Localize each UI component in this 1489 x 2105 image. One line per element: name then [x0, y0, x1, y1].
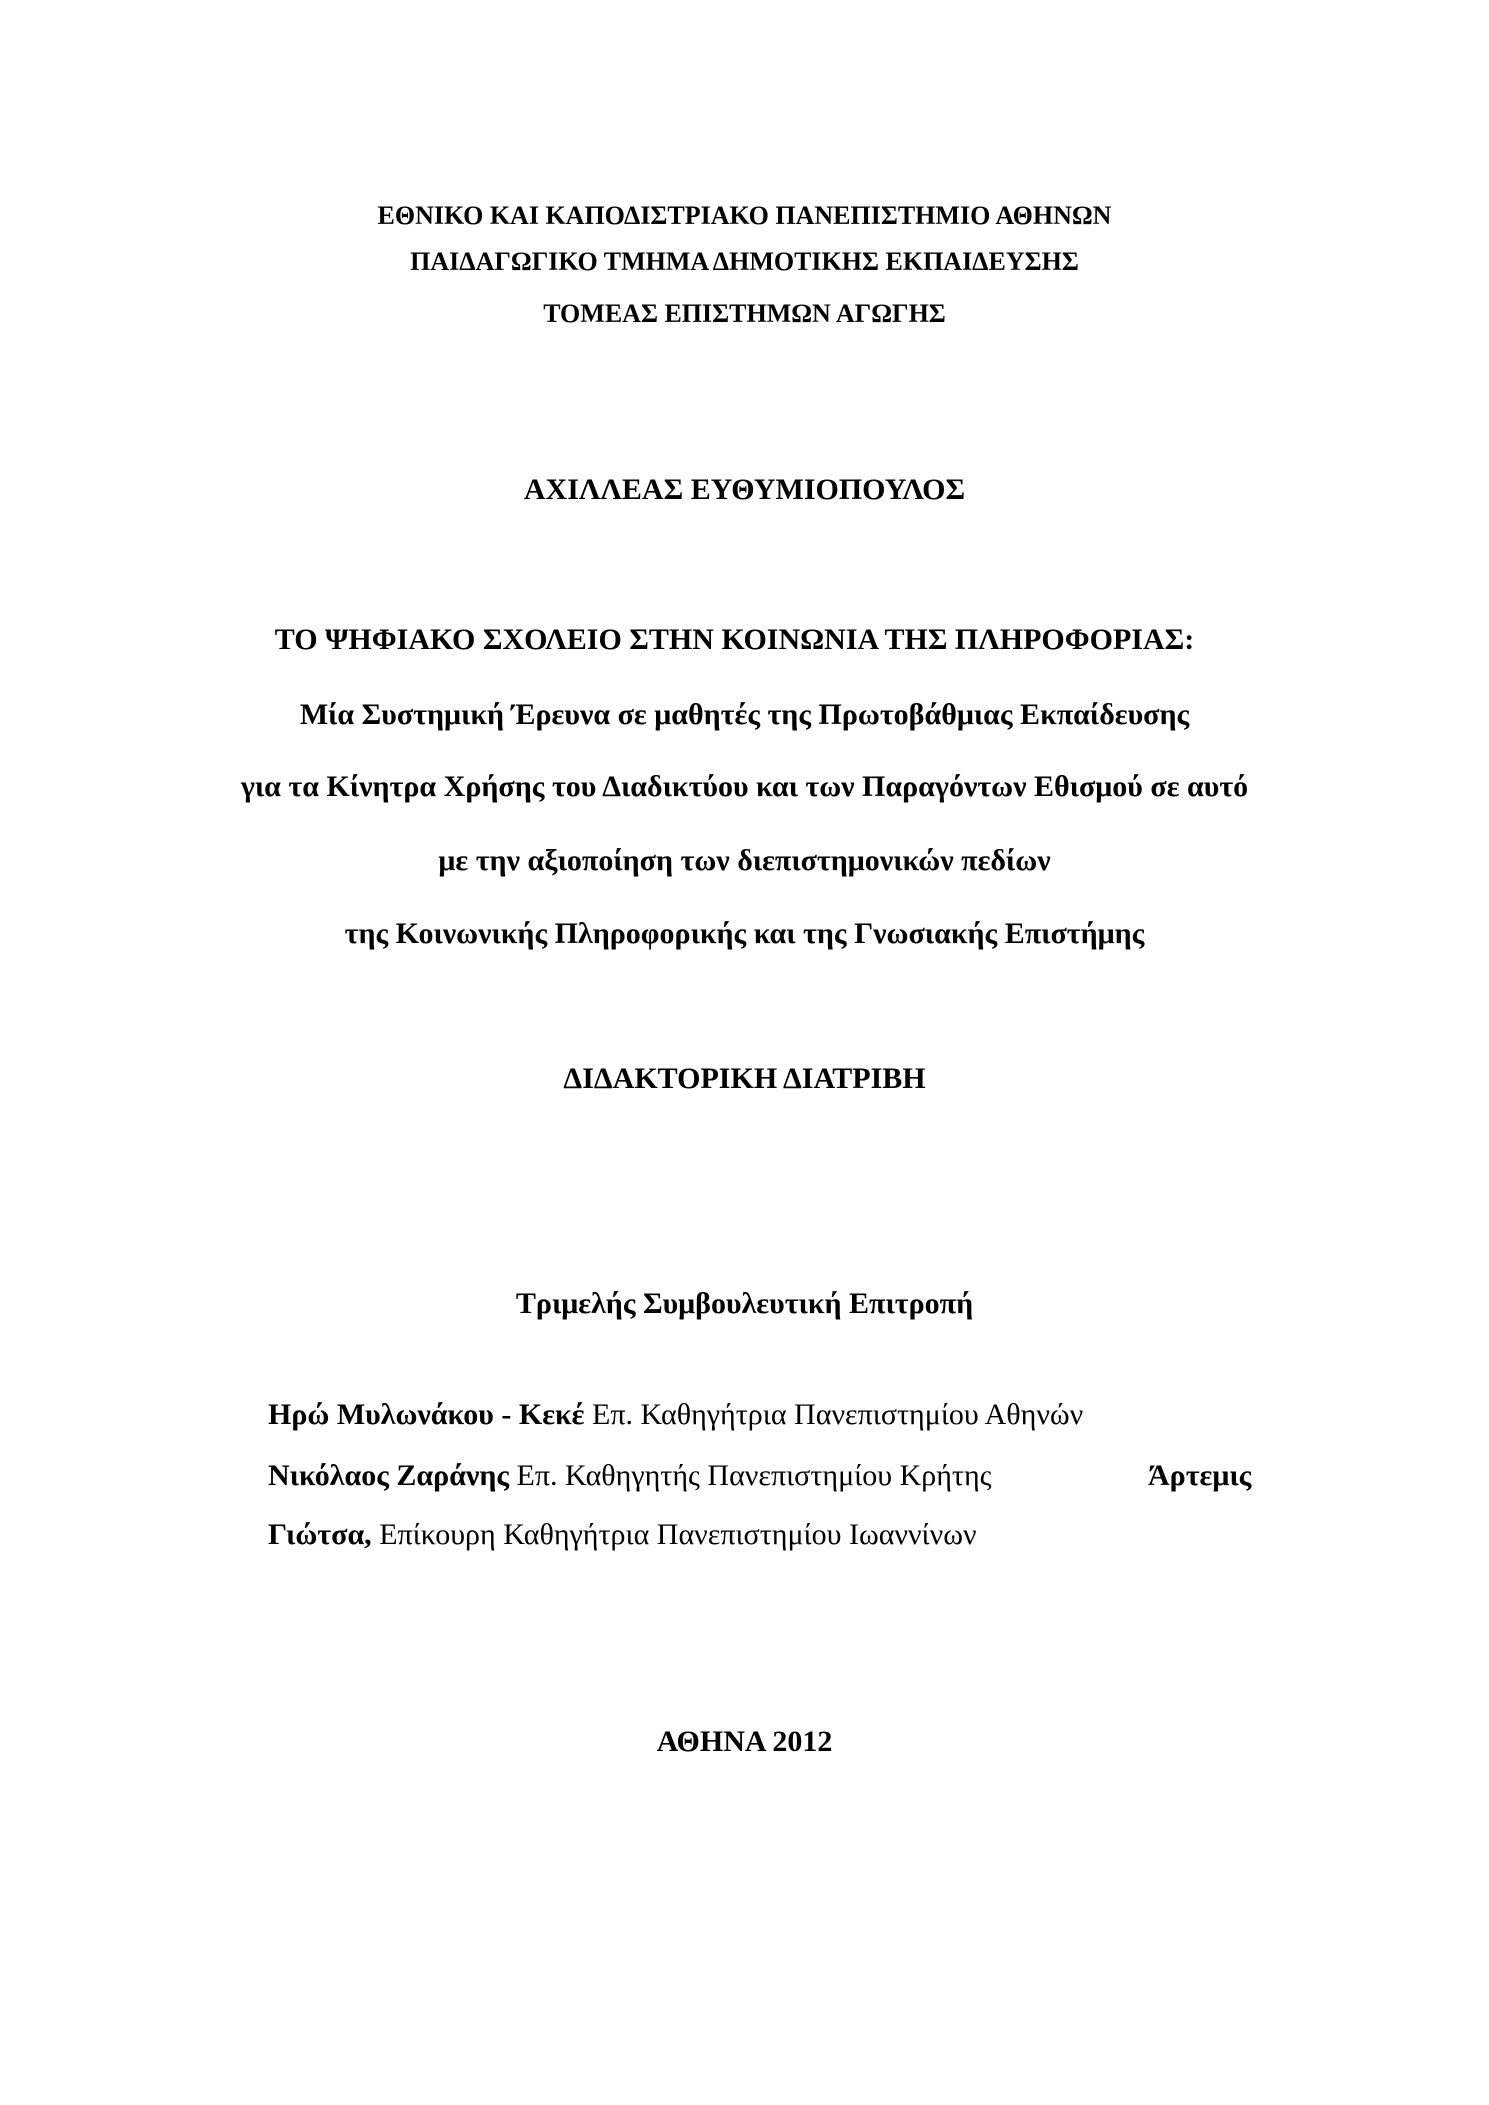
member-name: Ηρώ Μυλωνάκου - Κεκέ — [268, 1398, 585, 1431]
division-name: ΤΟΜΕΑΣ ΕΠΙΣΤΗΜΩΝ ΑΓΩΓΗΣ — [543, 299, 946, 328]
place-year: ΑΘΗΝΑ 2012 — [656, 1725, 833, 1758]
department-name: ΠΑΙΔΑΓΩΓΙΚΟ ΤΜΗΜΑ ΔΗΜΟΤΙΚΗΣ ΕΚΠΑΙΔΕΥΣΗΣ — [410, 247, 1079, 276]
university-name: ΕΘΝΙΚΟ ΚΑΙ ΚΑΠΟΔΙΣΤΡΙΑΚΟ ΠΑΝΕΠΙΣΤΗΜΙΟ ΑΘΗΝΩΝ — [377, 201, 1112, 230]
thesis-subtitle-line-2: για τα Κίνητρα Χρήσης του Διαδικτύου και των Παραγόντων Εθισμού σε αυτό — [240, 770, 1249, 803]
committee-member-3 — [268, 1520, 977, 1550]
member-name: Γιώτσα, — [268, 1518, 372, 1551]
committee-member-1 — [268, 1400, 1083, 1430]
thesis-subtitle-line-3: με την αξιοποίηση των διεπιστημονικών πεδίων — [438, 844, 1051, 877]
thesis-subtitle-line-1: Μία Συστημική Έρευνα σε μαθητές της Πρωτοβάθμιας Εκπαίδευσης — [299, 698, 1190, 731]
thesis-main-title: ΤΟ ΨΗΦΙΑΚΟ ΣΧΟΛΕΙΟ ΣΤΗΝ ΚΟΙΝΩΝΙΑ ΤΗΣ ΠΛΗΡΟΦΟΡΙΑΣ: — [274, 623, 1195, 656]
thesis-subtitle-line-4: της Κοινωνικής Πληροφορικής και της Γνωσιακής Επιστήμης — [344, 917, 1145, 950]
member-3-first-name: Άρτεμις — [1148, 1459, 1252, 1492]
member-role: Επ. Καθηγητής Πανεπιστημίου Κρήτης — [509, 1459, 992, 1492]
author-name: ΑΧΙΛΛΕΑΣ ΕΥΘΥΜΙΟΠΟΥΛΟΣ — [523, 473, 966, 506]
member-role: Επίκουρη Καθηγήτρια Πανεπιστημίου Ιωαννίνων — [371, 1518, 977, 1551]
member-role: Επ. Καθηγήτρια Πανεπιστημίου Αθηνών — [584, 1398, 1084, 1431]
member-name: Νικόλαος Ζαράνης — [268, 1459, 510, 1492]
committee-heading: Τριμελής Συμβουλευτική Επιτροπή — [515, 1287, 974, 1320]
committee-member-2 — [268, 1461, 992, 1491]
thesis-type: ΔΙΔΑΚΤΟΡΙΚΗ ΔΙΑΤΡΙΒΗ — [563, 1062, 926, 1095]
